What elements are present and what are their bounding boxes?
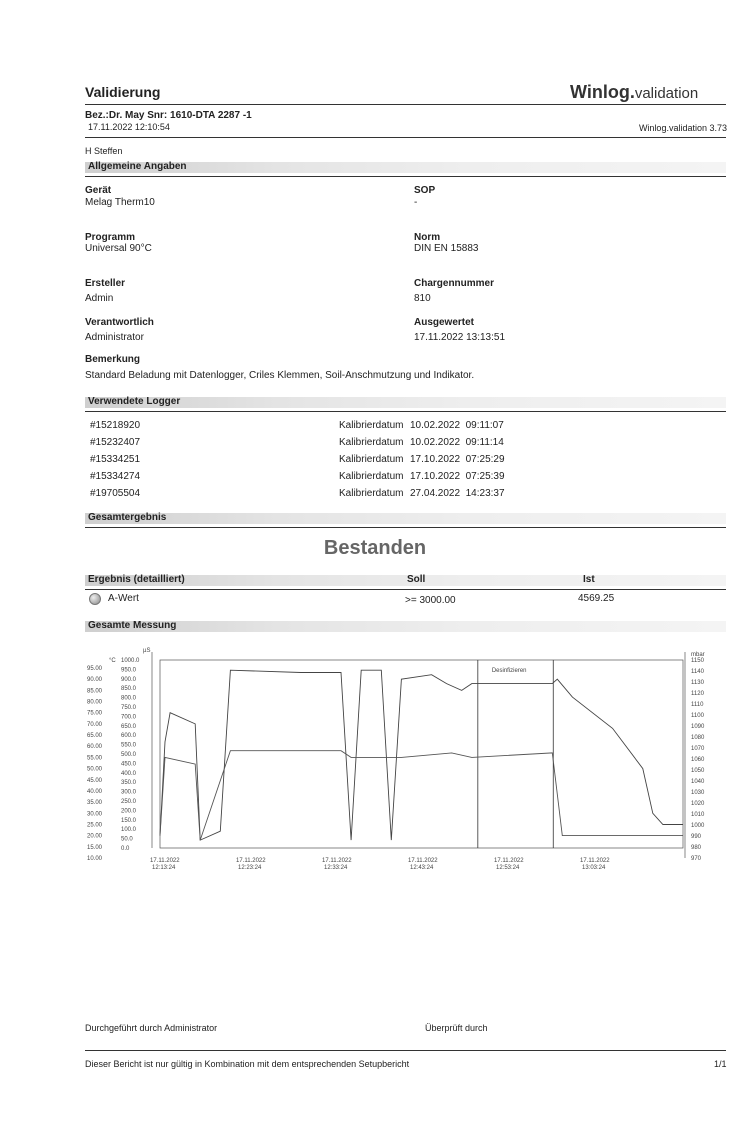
right-pressure-tick: 1040: [691, 779, 705, 785]
remark-value: Standard Beladung mit Datenlogger, Criles Klemmen, Soil-Anschmutzung und Indikator.: [85, 370, 475, 381]
user-name: H Steffen: [85, 146, 123, 156]
left-cond-tick: 750.0: [121, 705, 137, 711]
left-temp-tick: 35.00: [87, 800, 103, 807]
left-temp-tick: 55.00: [87, 755, 103, 762]
logger-row: [90, 454, 505, 471]
performed-label: Durchgeführt durch: [85, 1023, 163, 1033]
right-pressure-tick: 1140: [691, 669, 704, 675]
left-temp-unit: °C: [109, 658, 116, 664]
x-tick-date: 17.11.2022: [236, 858, 266, 864]
section-title: Verwendete Logger: [88, 396, 181, 407]
divider: [85, 104, 726, 105]
logger-id: #15218920: [90, 420, 141, 431]
logger-cal-label: Kalibrierdatum: [339, 437, 404, 448]
batch-label: Chargennummer: [414, 278, 495, 289]
left-cond-tick: 500.0: [121, 752, 137, 758]
left-cond-tick: 1000.0: [121, 658, 140, 664]
x-tick-date: 17.11.2022: [408, 858, 438, 864]
ist-header: Ist: [583, 574, 595, 585]
divider: [85, 1050, 726, 1051]
right-pressure-tick: 1120: [691, 691, 704, 697]
logger-cal-label: Kalibrierdatum: [339, 471, 404, 482]
right-pressure-tick: 1130: [691, 680, 704, 686]
responsible-value: Administrator: [85, 332, 144, 343]
evaluated-value: 17.11.2022 13:13:51: [414, 332, 506, 343]
right-pressure-tick: 1030: [691, 790, 705, 796]
logger-cal-label: Kalibrierdatum: [339, 420, 404, 431]
pass-icon: [89, 593, 101, 605]
logger-id: #19705504: [90, 488, 141, 499]
left-temp-tick: 25.00: [87, 822, 103, 829]
logger-id: #15334251: [90, 454, 141, 465]
left-temp-tick: 40.00: [87, 788, 103, 795]
x-tick-date: 17.11.2022: [494, 858, 524, 864]
right-pressure-tick: 1000: [691, 823, 705, 829]
footer-note: Dieser Bericht ist nur gültig in Kombination mit dem entsprechenden Setupbericht: [85, 1059, 410, 1069]
right-pressure-tick: 1070: [691, 746, 705, 752]
responsible-label: Verantwortlich: [85, 317, 154, 328]
right-pressure-tick: 1080: [691, 735, 705, 741]
section-title: Gesamtergebnis: [88, 512, 167, 523]
left-cond-tick: 700.0: [121, 714, 137, 721]
desinfizieren-label: Desinfizieren: [491, 668, 527, 674]
left-temp-tick: 60.00: [87, 744, 103, 751]
left-cond-tick: 600.0: [121, 733, 137, 740]
divider: [85, 527, 726, 528]
left-temp-tick: 50.00: [87, 766, 103, 773]
x-tick-time: 12:43:24: [410, 865, 434, 871]
result-table-header: [85, 573, 726, 589]
left-cond-tick: 0.0: [121, 846, 130, 852]
logger-list: [90, 420, 505, 505]
norm-value: DIN EN 15883: [414, 243, 479, 254]
logger-cal-label: Kalibrierdatum: [339, 454, 404, 465]
left-cond-tick: 800.0: [121, 695, 137, 702]
sop-label: SOP: [414, 185, 436, 196]
checked-by-label: Überprüft durch: [425, 1023, 488, 1033]
logger-cal-date: 10.02.2022 09:11:07: [410, 420, 504, 431]
result-status: Bestanden: [323, 537, 427, 559]
section-loggers: [85, 395, 726, 411]
norm-label: Norm: [414, 232, 441, 243]
logger-row: [90, 420, 504, 437]
performed-value: Administrator: [164, 1023, 218, 1033]
divider: [85, 411, 726, 412]
right-pressure-tick: 1020: [691, 801, 705, 807]
left-temp-tick: 65.00: [87, 733, 103, 740]
left-cond-tick: 850.0: [121, 686, 137, 693]
left-cond-unit: µS: [143, 648, 151, 654]
logger-id: #15232407: [90, 437, 141, 448]
right-pressure-tick: 1050: [691, 768, 705, 774]
page-title: Validierung: [85, 84, 161, 100]
logger-row: [90, 488, 505, 505]
result-row-label: A-Wert: [108, 593, 139, 604]
x-tick-time: 12:23:24: [238, 865, 262, 871]
soll-header: Soll: [407, 574, 426, 585]
performed-by: [85, 1023, 217, 1033]
x-tick-time: 12:53:24: [496, 865, 520, 871]
program-label: Programm: [85, 232, 136, 243]
page-number: 1/1: [714, 1059, 727, 1069]
right-pressure-tick: 1100: [691, 713, 704, 719]
result-row-ist: 4569.25: [578, 593, 615, 604]
detail-header: Ergebnis (detailliert): [88, 574, 185, 585]
left-cond-tick: 150.0: [121, 817, 137, 824]
left-temp-tick: 70.00: [87, 721, 103, 728]
device-label: Gerät: [85, 185, 112, 196]
program-value: Universal 90°C: [85, 243, 152, 254]
left-cond-tick: 450.0: [121, 761, 137, 768]
section-shade: [85, 513, 726, 524]
logger-row: [90, 471, 505, 488]
right-pressure-tick: 1090: [691, 724, 705, 730]
remark-label: Bemerkung: [85, 354, 141, 365]
plot-frame: [160, 660, 683, 848]
creator-value: Admin: [85, 293, 114, 304]
left-temp-tick: 10.00: [87, 856, 103, 862]
left-cond-tick: 350.0: [121, 780, 137, 787]
left-temp-tick: 75.00: [87, 710, 103, 717]
left-temp-tick: 20.00: [87, 833, 103, 840]
x-tick-date: 17.11.2022: [322, 858, 352, 864]
left-temp-tick: 85.00: [87, 688, 103, 695]
sop-value: -: [414, 197, 418, 208]
report-timestamp: 17.11.2022 12:10:54: [88, 122, 170, 132]
right-pressure-unit: mbar: [691, 652, 705, 658]
left-cond-tick: 200.0: [121, 808, 137, 815]
left-temp-tick: 30.00: [87, 811, 103, 818]
left-cond-tick: 250.0: [121, 799, 137, 805]
x-tick-date: 17.11.2022: [150, 858, 180, 864]
left-temp-tick: 95.00: [87, 666, 103, 672]
logger-cal-date: 10.02.2022 09:11:14: [410, 437, 504, 448]
software-version: Winlog.validation 3.73: [638, 123, 727, 133]
series-line: [160, 751, 683, 840]
section-measurement: [85, 619, 726, 635]
left-cond-tick: 650.0: [121, 723, 137, 730]
logger-id: #15334274: [90, 471, 141, 482]
creator-label: Ersteller: [85, 278, 126, 289]
brand-logo: [570, 82, 698, 103]
x-tick-time: 13:03:24: [582, 865, 606, 871]
result-row: [85, 592, 726, 606]
right-pressure-tick: 1060: [691, 757, 705, 763]
right-pressure-tick: 970: [691, 856, 702, 862]
measurement-chart: [85, 640, 726, 880]
left-temp-tick: 80.00: [87, 699, 103, 706]
divider: [85, 589, 726, 590]
section-shade: [85, 621, 726, 632]
batch-value: 810: [414, 293, 431, 304]
section-shade: [85, 397, 726, 408]
left-cond-tick: 400.0: [121, 770, 137, 777]
right-pressure-tick: 980: [691, 845, 702, 851]
divider: [85, 176, 726, 177]
right-pressure-tick: 1010: [691, 812, 705, 818]
result-row-soll: >= 3000.00: [405, 595, 456, 606]
logger-cal-date: 27.04.2022 14:23:37: [410, 488, 505, 499]
left-temp-tick: 45.00: [87, 777, 103, 784]
left-cond-tick: 900.0: [121, 676, 137, 683]
left-cond-tick: 950.0: [121, 667, 137, 674]
logger-cal-date: 17.10.2022 07:25:39: [410, 471, 505, 482]
brand-rest: validation: [634, 85, 699, 102]
x-tick-date: 17.11.2022: [580, 858, 610, 864]
right-pressure-tick: 1110: [691, 702, 704, 708]
brand-strong: Winlog.: [570, 82, 635, 102]
right-pressure-tick: 990: [691, 834, 702, 840]
left-cond-tick: 100.0: [121, 827, 137, 834]
logger-row: [90, 437, 504, 454]
right-pressure-tick: 1150: [691, 658, 704, 664]
section-title: Gesamte Messung: [88, 620, 177, 631]
report-subtitle: Bez.:Dr. May Snr: 1610-DTA 2287 -1: [85, 110, 252, 121]
section-title: Allgemeine Angaben: [88, 161, 187, 172]
left-cond-tick: 300.0: [121, 789, 137, 796]
device-value: Melag Therm10: [85, 197, 155, 208]
divider: [85, 137, 726, 138]
left-temp-tick: 15.00: [87, 844, 103, 851]
logger-cal-date: 17.10.2022 07:25:29: [410, 454, 505, 465]
logger-cal-label: Kalibrierdatum: [339, 488, 404, 499]
left-cond-tick: 550.0: [121, 742, 137, 749]
section-overall: [85, 511, 726, 527]
left-cond-tick: 50.0: [121, 836, 133, 843]
left-temp-tick: 90.00: [87, 677, 103, 684]
evaluated-label: Ausgewertet: [414, 317, 475, 328]
x-tick-time: 12:33:24: [324, 865, 348, 871]
section-general: [85, 160, 726, 176]
x-tick-time: 12:13:24: [152, 865, 176, 871]
